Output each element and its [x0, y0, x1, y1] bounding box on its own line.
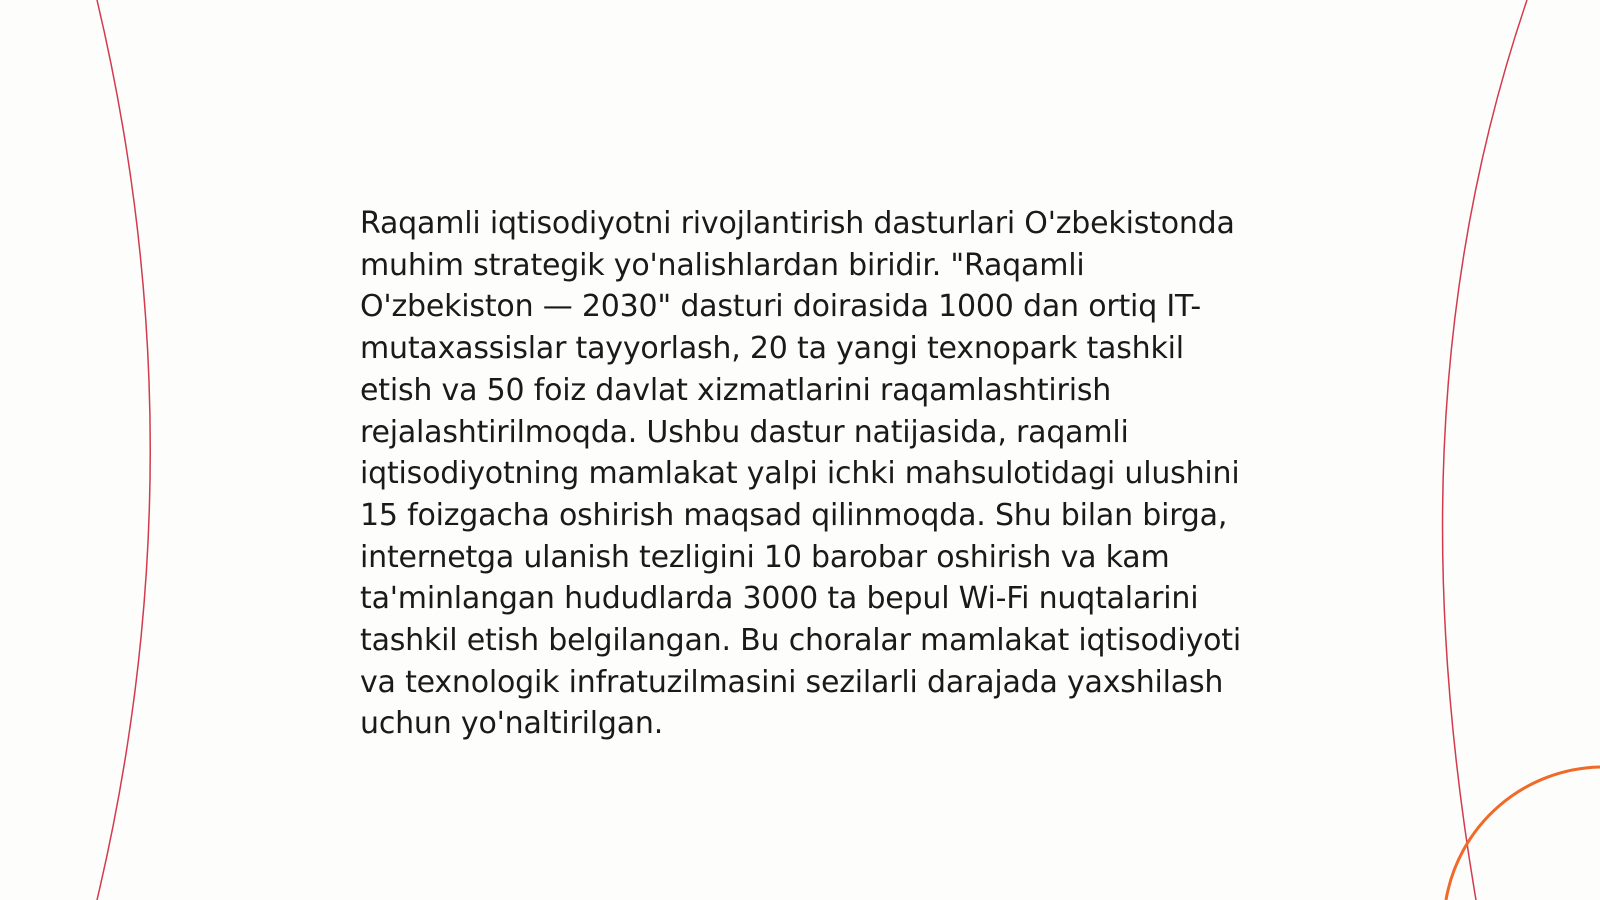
- bottom-right-accent-arc: [1446, 767, 1600, 900]
- left-arc-line: [97, 0, 150, 900]
- body-paragraph: Raqamli iqtisodiyotni rivojlantirish dasturlari O'zbekistonda muhim strategik yo'nalishlardan biridir. "Raqamli O'zbekiston — 2030" dasturi doirasida 1000 dan ortiq IT-mutaxassislar tayyorlash, 20 ta yangi texnopark tashkil etish va 50 foiz davlat xizmatlarini raqamlashtirish rejalashtirilmoqda. Ushbu dastur natijasida, raqamli iqtisodiyotning mamlakat yalpi ichki mahsulotidagi ulushini 15 foizgacha oshirish maqsad qilinmoqda. Shu bilan birga, internetga ulanish tezligini 10 barobar oshirish va kam ta'minlangan hududlarda 3000 ta bepul Wi-Fi nuqtalarini tashkil etish belgilangan. Bu choralar mamlakat iqtisodiyoti va texnologik infratuzilmasini sezilarli darajada yaxshilash uchun yo'naltirilgan.: [360, 206, 1241, 742]
- right-arc-line: [1443, 0, 1527, 900]
